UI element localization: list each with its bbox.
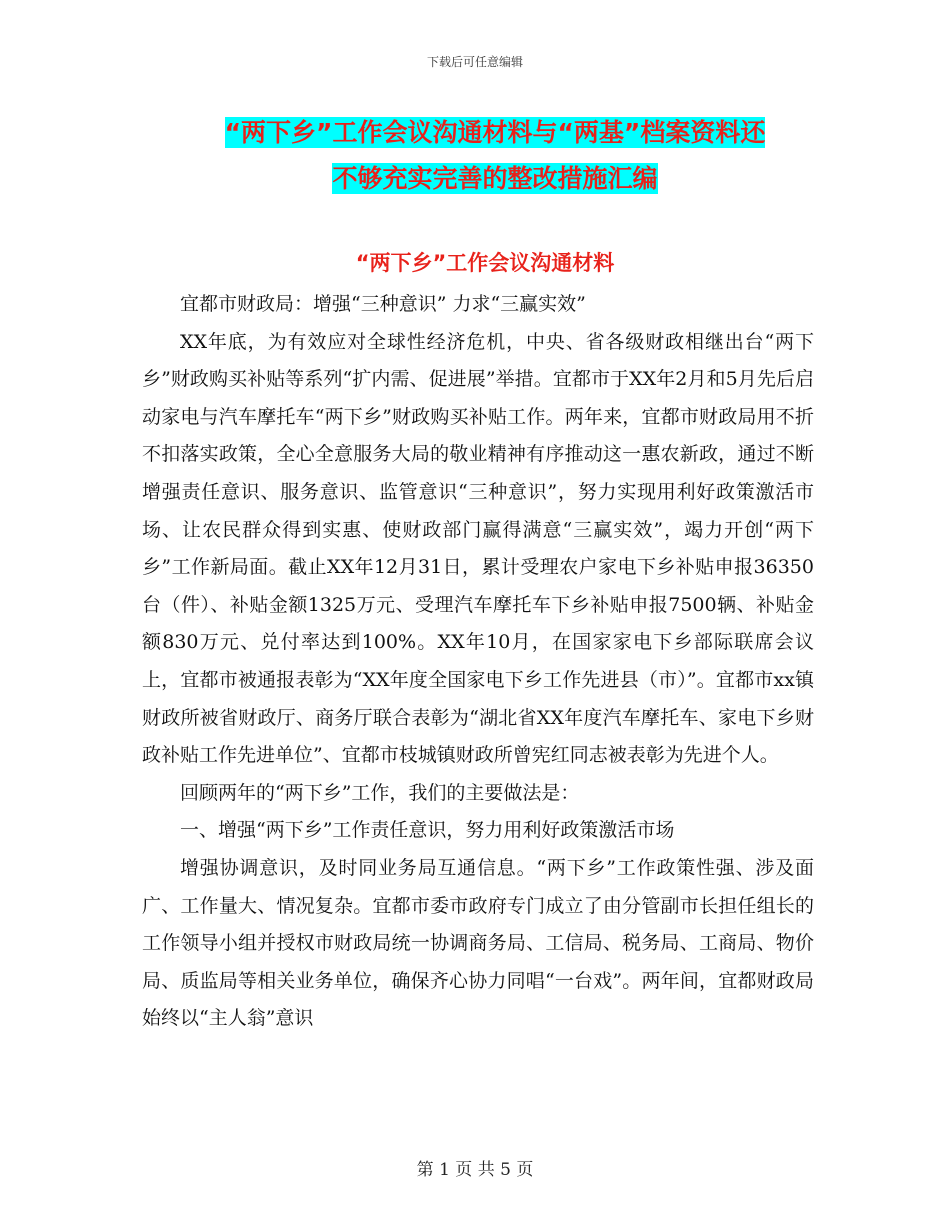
document-body bbox=[142, 286, 814, 1038]
paragraph-heading: 一、增强“两下乡”工作责任意识，努力用利好政策激活市场 bbox=[180, 819, 675, 842]
paragraph: 增强协调意识，及时同业务局互通信息。“两下乡”工作政策性强、涉及面广、工作量大、情况复杂。宜都市委市政府专门成立了由分管副市长担任组长的工作领导小组并授权市财政局统一协调商务局、工信局、税务局、工商局、物价局、质监局等相关业务单位，确保齐心协力同唱“一台戏”。两年间，宜都财政局始终以“主人翁”意识 bbox=[142, 856, 814, 1030]
document-title bbox=[0, 110, 950, 202]
paragraph: XX年底，为有效应对全球性经济危机，中央、省各级财政相继出台“两下乡”财政购买补贴等系列“扩内需、促进展”举措。宜都市于XX年2月和5月先后启动家电与汽车摩托车“两下乡”财政购买补贴工作。两年来，宜都市财政局用不折不扣落实政策，全心全意服务大局的敬业精神有序推动这一惠农新政，通过不断增强责任意识、服务意识、监管意识“三种意识”，努力实现用利好政策激活市场、让农民群众得到实惠、使财政部门赢得满意“三赢实效”，竭力开创“两下乡”工作新局面。截止XX年12月31日，累计受理农户家电下乡补贴申报36350台（件）、补贴金额1325万元、受理汽车摩托车下乡补贴申报7500辆、补贴金额830万元、兑付率达到100%。XX年10月，在国家家电下乡部际联席会议上，宜都市被通报表彰为“XX年度全国家电下乡工作先进县（市）”。宜都市xx镇财政所被省财政厅、商务厅联合表彰为“湖北省XX年度汽车摩托车、家电下乡财政补贴工作先进单位”、宜都市枝城镇财政所曾宪红同志被表彰为先进个人。 bbox=[142, 330, 814, 767]
page-header-note: 下载后可任意编辑 bbox=[426, 55, 523, 69]
paragraph-subtitle: 宜都市财政局：增强“三种意识” 力求“三赢实效” bbox=[180, 293, 586, 315]
title-line-2: 不够充实完善的整改措施汇编 bbox=[332, 164, 658, 193]
page-number: 第 1 页 共 5 页 bbox=[416, 1160, 534, 1180]
section-title: “两下乡”工作会议沟通材料 bbox=[355, 251, 615, 275]
title-line-1: “两下乡”工作会议沟通材料与“两基”档案资料还 bbox=[224, 118, 766, 147]
paragraph: 回顾两年的“两下乡”工作，我们的主要做法是： bbox=[180, 781, 580, 804]
